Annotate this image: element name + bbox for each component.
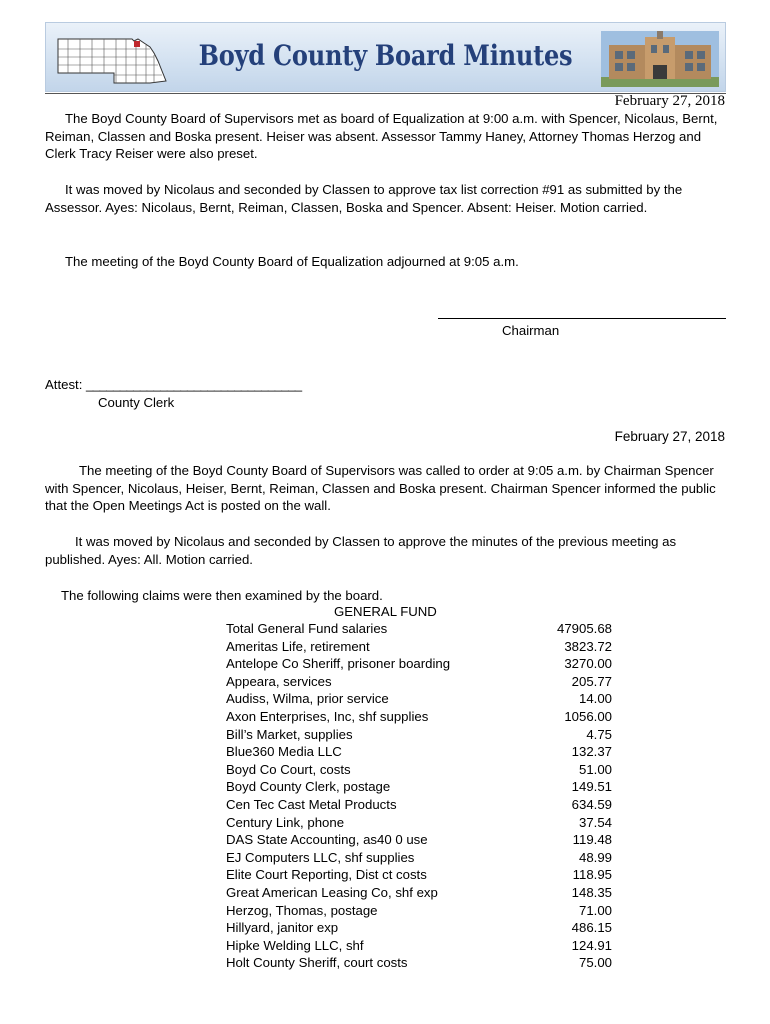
claim-name: Blue360 Media LLC: [226, 744, 342, 760]
supervisors-paragraph-2: It was moved by Nicolaus and seconded by Classen to approve the minutes of the previous meeting as published. Ayes: All. Motion carried.: [45, 534, 677, 567]
claim-row: [226, 796, 612, 814]
equalization-date: February 27, 2018: [614, 93, 725, 109]
claim-amount: 3823.72: [564, 638, 612, 654]
claim-amount: 634.59: [571, 796, 612, 812]
claims-list: [226, 620, 612, 972]
claim-row: [226, 708, 612, 726]
claim-amount: 37.54: [578, 814, 612, 830]
claim-name: DAS State Accounting, as40 0 use: [226, 832, 428, 848]
claim-amount: 149.51: [571, 779, 612, 795]
claim-name: Ameritas Life, retirement: [226, 638, 370, 654]
claim-amount: 119.48: [572, 832, 612, 848]
claim-name: Appeara, services: [226, 673, 332, 689]
claim-name: Audiss, Wilma, prior service: [226, 691, 389, 707]
claim-name: Boyd Co Court, costs: [226, 761, 351, 777]
claim-name: Great American Leasing Co, shf exp: [226, 884, 438, 900]
claim-row: [226, 849, 612, 867]
claim-row: [226, 761, 612, 779]
claim-row: [226, 655, 612, 673]
claim-name: Holt County Sheriff, court costs: [226, 955, 408, 971]
equalization-paragraph-2: It was moved by Nicolaus and seconded by Classen to approve tax list correction #91 as submitted by the Assessor. Ayes: Nicolaus, Bernt, Reiman, Classen, Boska and Spencer. Absent: Heiser. Motion carried.: [45, 182, 683, 215]
claim-row: [226, 673, 612, 691]
claim-name: Herzog, Thomas, postage: [226, 902, 378, 918]
claim-row: [226, 814, 612, 832]
claim-name: Century Link, phone: [226, 814, 345, 830]
claim-name: Total General Fund salaries: [226, 621, 388, 636]
claim-amount: 205.77: [571, 673, 612, 689]
equalization-paragraph-3: The meeting of the Boyd County Board of Equalization adjourned at 9:05 a.m.: [65, 254, 519, 269]
claim-name: Bill’s Market, supplies: [226, 726, 353, 742]
attest-line: [45, 376, 302, 393]
claim-name: EJ Computers LLC, shf supplies: [226, 849, 415, 865]
claim-row: [226, 884, 612, 902]
claim-amount: 14.00: [578, 691, 612, 707]
claims-intro: The following claims were then examined by the board.: [61, 588, 383, 603]
claim-amount: 1056.00: [564, 708, 612, 724]
claim-amount: 47905.68: [556, 621, 612, 636]
claim-row: [226, 937, 612, 955]
claim-name: Elite Court Reporting, Dist ct costs: [226, 867, 427, 883]
general-fund-heading: GENERAL FUND: [334, 604, 437, 619]
claim-name: Cen Tec Cast Metal Products: [226, 796, 397, 812]
claim-name: Antelope Co Sheriff, prisoner boarding: [226, 656, 451, 672]
equalization-paragraph-1: The Boyd County Board of Supervisors met as board of Equalization at 9:00 a.m. with Spencer, Nicolaus, Bernt, Reiman, Classen and Boska present. Heiser was absent. Assessor Tammy Haney, Attorney Thomas Herzog and Clerk Tracy Reiser were also preset.: [45, 111, 718, 161]
claim-row: [226, 954, 612, 972]
claim-row: [226, 726, 612, 744]
claim-amount: 486.15: [571, 920, 612, 936]
supervisors-date: February 27, 2018: [614, 429, 725, 444]
supervisors-paragraph-1: The meeting of the Boyd County Board of Supervisors was called to order at 9:05 a.m. by Chairman Spencer with Spencer, Nicolaus, Heiser, Bernt, Reiman, Classen and Boska present. Chairman Spencer informed the public that the Open Meetings Act is posted on the wall.: [45, 463, 716, 513]
claim-row: [226, 866, 612, 884]
claim-amount: 48.99: [578, 849, 612, 865]
claim-amount: 118.95: [572, 867, 612, 883]
claim-row: [226, 743, 612, 761]
claim-amount: 124.91: [571, 937, 612, 953]
claim-row: [226, 690, 612, 708]
claim-name: Axon Enterprises, Inc, shf supplies: [226, 708, 429, 724]
claim-row: [226, 902, 612, 920]
claim-amount: 4.75: [586, 726, 612, 742]
banner-title: Boyd County Board Minutes: [198, 39, 573, 72]
claim-amount: 71.00: [578, 902, 612, 918]
claim-amount: 132.37: [571, 744, 612, 760]
chairman-label: Chairman: [502, 323, 560, 338]
attest-label: Attest:: [45, 377, 87, 392]
claim-row: [226, 638, 612, 656]
claim-row: [226, 620, 612, 638]
claim-row: [226, 778, 612, 796]
courthouse-photo-icon: [601, 31, 719, 87]
claim-name: Boyd County Clerk, postage: [226, 779, 391, 795]
claim-amount: 148.35: [571, 884, 612, 900]
claim-amount: 51.00: [578, 761, 612, 777]
county-clerk-label: County Clerk: [98, 395, 175, 410]
claim-amount: 75.00: [578, 955, 612, 971]
chairman-signature-line: [438, 318, 726, 319]
claim-amount: 3270.00: [564, 656, 612, 672]
claim-name: Hipke Welding LLC, shf: [226, 937, 364, 953]
claim-name: Hillyard, janitor exp: [226, 920, 339, 936]
header-banner: [45, 22, 726, 92]
claim-row: [226, 831, 612, 849]
claim-row: [226, 919, 612, 937]
attest-signature-underscores: ________________________________: [86, 377, 302, 392]
